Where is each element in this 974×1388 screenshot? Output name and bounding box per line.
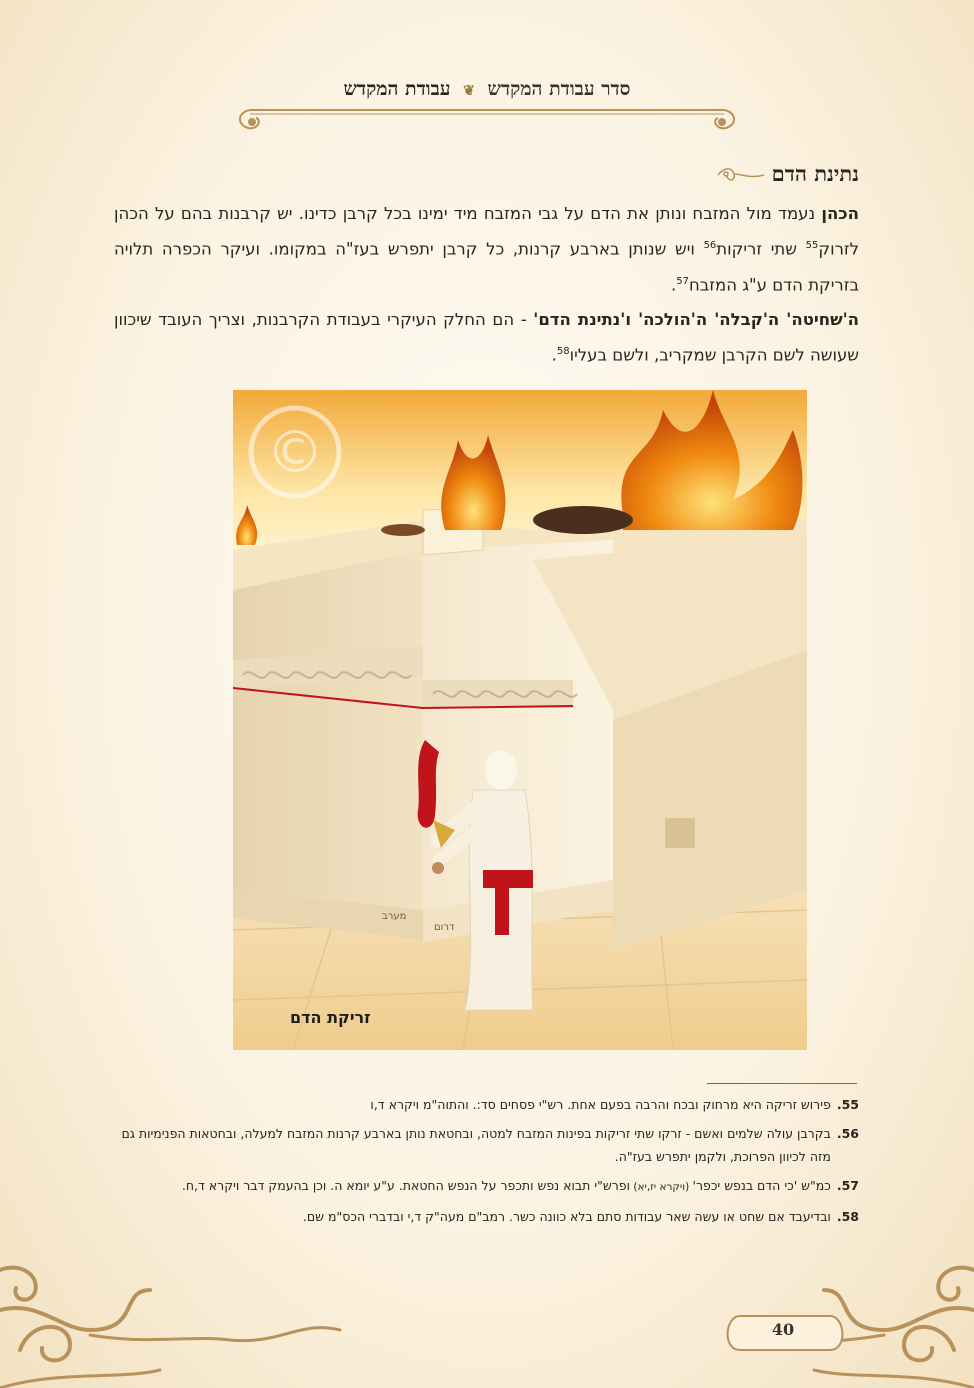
paragraph-text: - הם החלק העיקרי בעבודת הקרבנות, וצריך העובד שיכוון שעושה לשם הקרבן שמקריב, ולשם בעליו — [114, 310, 859, 365]
footnote-56 — [119, 1122, 859, 1168]
direction-label-west: מערב — [382, 911, 407, 922]
paragraph-text: נעמד מול המזבח ונותן את הדם על גבי המזבח מיד ימינו בכל קרבן כדינו. יש קרבנות בהם על הכהן לזרוק — [114, 204, 859, 259]
header-scroll-ornament — [240, 110, 734, 128]
footnote-ref[interactable]: 56 — [703, 240, 717, 251]
wood-pile — [533, 506, 633, 534]
footnote-text: ובדיעבד אם שחט או עשה שאר עבודות סתם בלא כוונה כשר. רמב"ם מעה"ק ד,י ובדברי הכס"מ שם. — [302, 1209, 831, 1224]
section-heading — [716, 161, 859, 187]
footnote-number: 56. — [836, 1126, 859, 1141]
figure-caption: זריקת הדם — [290, 1008, 371, 1027]
bottom-left-scroll-ornament — [0, 1268, 340, 1388]
footnote-number: 57. — [836, 1178, 859, 1193]
header-chapter-title: עבודת המקדש — [343, 78, 451, 100]
footnote-text: בקרבן עולה שלמים ואשם - זרקו שתי זריקות בפינות המזבח למטה, ובחטאת נותן בארבע קרנות המזבח למעלה, ובחטאות הפנימיות גם מזה לכיוון הפרוכת, ולקמן יתפרש בעז"ה. — [121, 1126, 831, 1164]
footnote-divider — [707, 1083, 857, 1084]
footnote-text-part: ופרש"י תבוא נפש ותכפר על הנפש החטאת. ע"ע יומא ה. וכן בהעמק דבר ויקרא ד,ח. — [181, 1178, 631, 1193]
running-header — [0, 78, 974, 101]
footnote-text — [182, 1174, 831, 1199]
footnote-58 — [119, 1205, 859, 1228]
altar-illustration — [233, 390, 807, 1050]
coals — [381, 524, 425, 536]
direction-label-south: דרום — [434, 922, 455, 933]
flourish-icon: ❦ — [463, 83, 475, 99]
paragraph-text: . — [551, 345, 557, 365]
footnote-55 — [119, 1093, 859, 1116]
footnote-ref[interactable]: 57 — [676, 275, 689, 287]
section-title: נתינת הדם — [771, 161, 859, 186]
paragraph-lead-word: הכהן — [821, 204, 859, 223]
footnote-ref[interactable]: 55 — [805, 240, 819, 251]
paragraph-text: . — [671, 275, 677, 294]
footnote-text-part: כמ"ש 'כי הדם בנפש יכפר' — [692, 1178, 831, 1193]
paragraph-text: שתי זריקות — [716, 239, 806, 259]
ramp-window — [665, 818, 695, 848]
footnote-number: 58. — [836, 1209, 859, 1224]
body-paragraph-2 — [114, 304, 859, 372]
paragraph-text: ויש שנותן בארבע קרנות, כל קרבן יתפרש בעז"ה במקומו. ועיקר הכפרה תלויה בזריקת הדם ע"ג המזבח — [114, 239, 859, 294]
altar-west-face — [233, 550, 423, 910]
footnote-ref[interactable]: 58 — [556, 346, 570, 357]
footnote-citation: (ויקרא יז,יא) — [630, 1181, 693, 1193]
body-paragraph-1 — [114, 198, 859, 301]
header-book-title: סדר עבודת המקדש — [487, 78, 631, 100]
footnote-57 — [119, 1174, 859, 1199]
watermark-symbol: © — [266, 418, 324, 486]
footnotes — [119, 1093, 859, 1234]
flourish-icon — [716, 163, 766, 185]
paragraph-bold-phrase: ה'שחיטה' ה'קבלה' ה'הולכה' ו'נתינת הדם' — [533, 310, 859, 329]
footnote-text: פירוש זריקה היא מרחוק ובכח והרבה בפעם אחת. רש"י פסחים סד:. והתוה"מ ויקרא ד,ו — [370, 1097, 831, 1112]
footnote-number: 55. — [836, 1097, 859, 1112]
page-number: 40 — [771, 1320, 795, 1339]
